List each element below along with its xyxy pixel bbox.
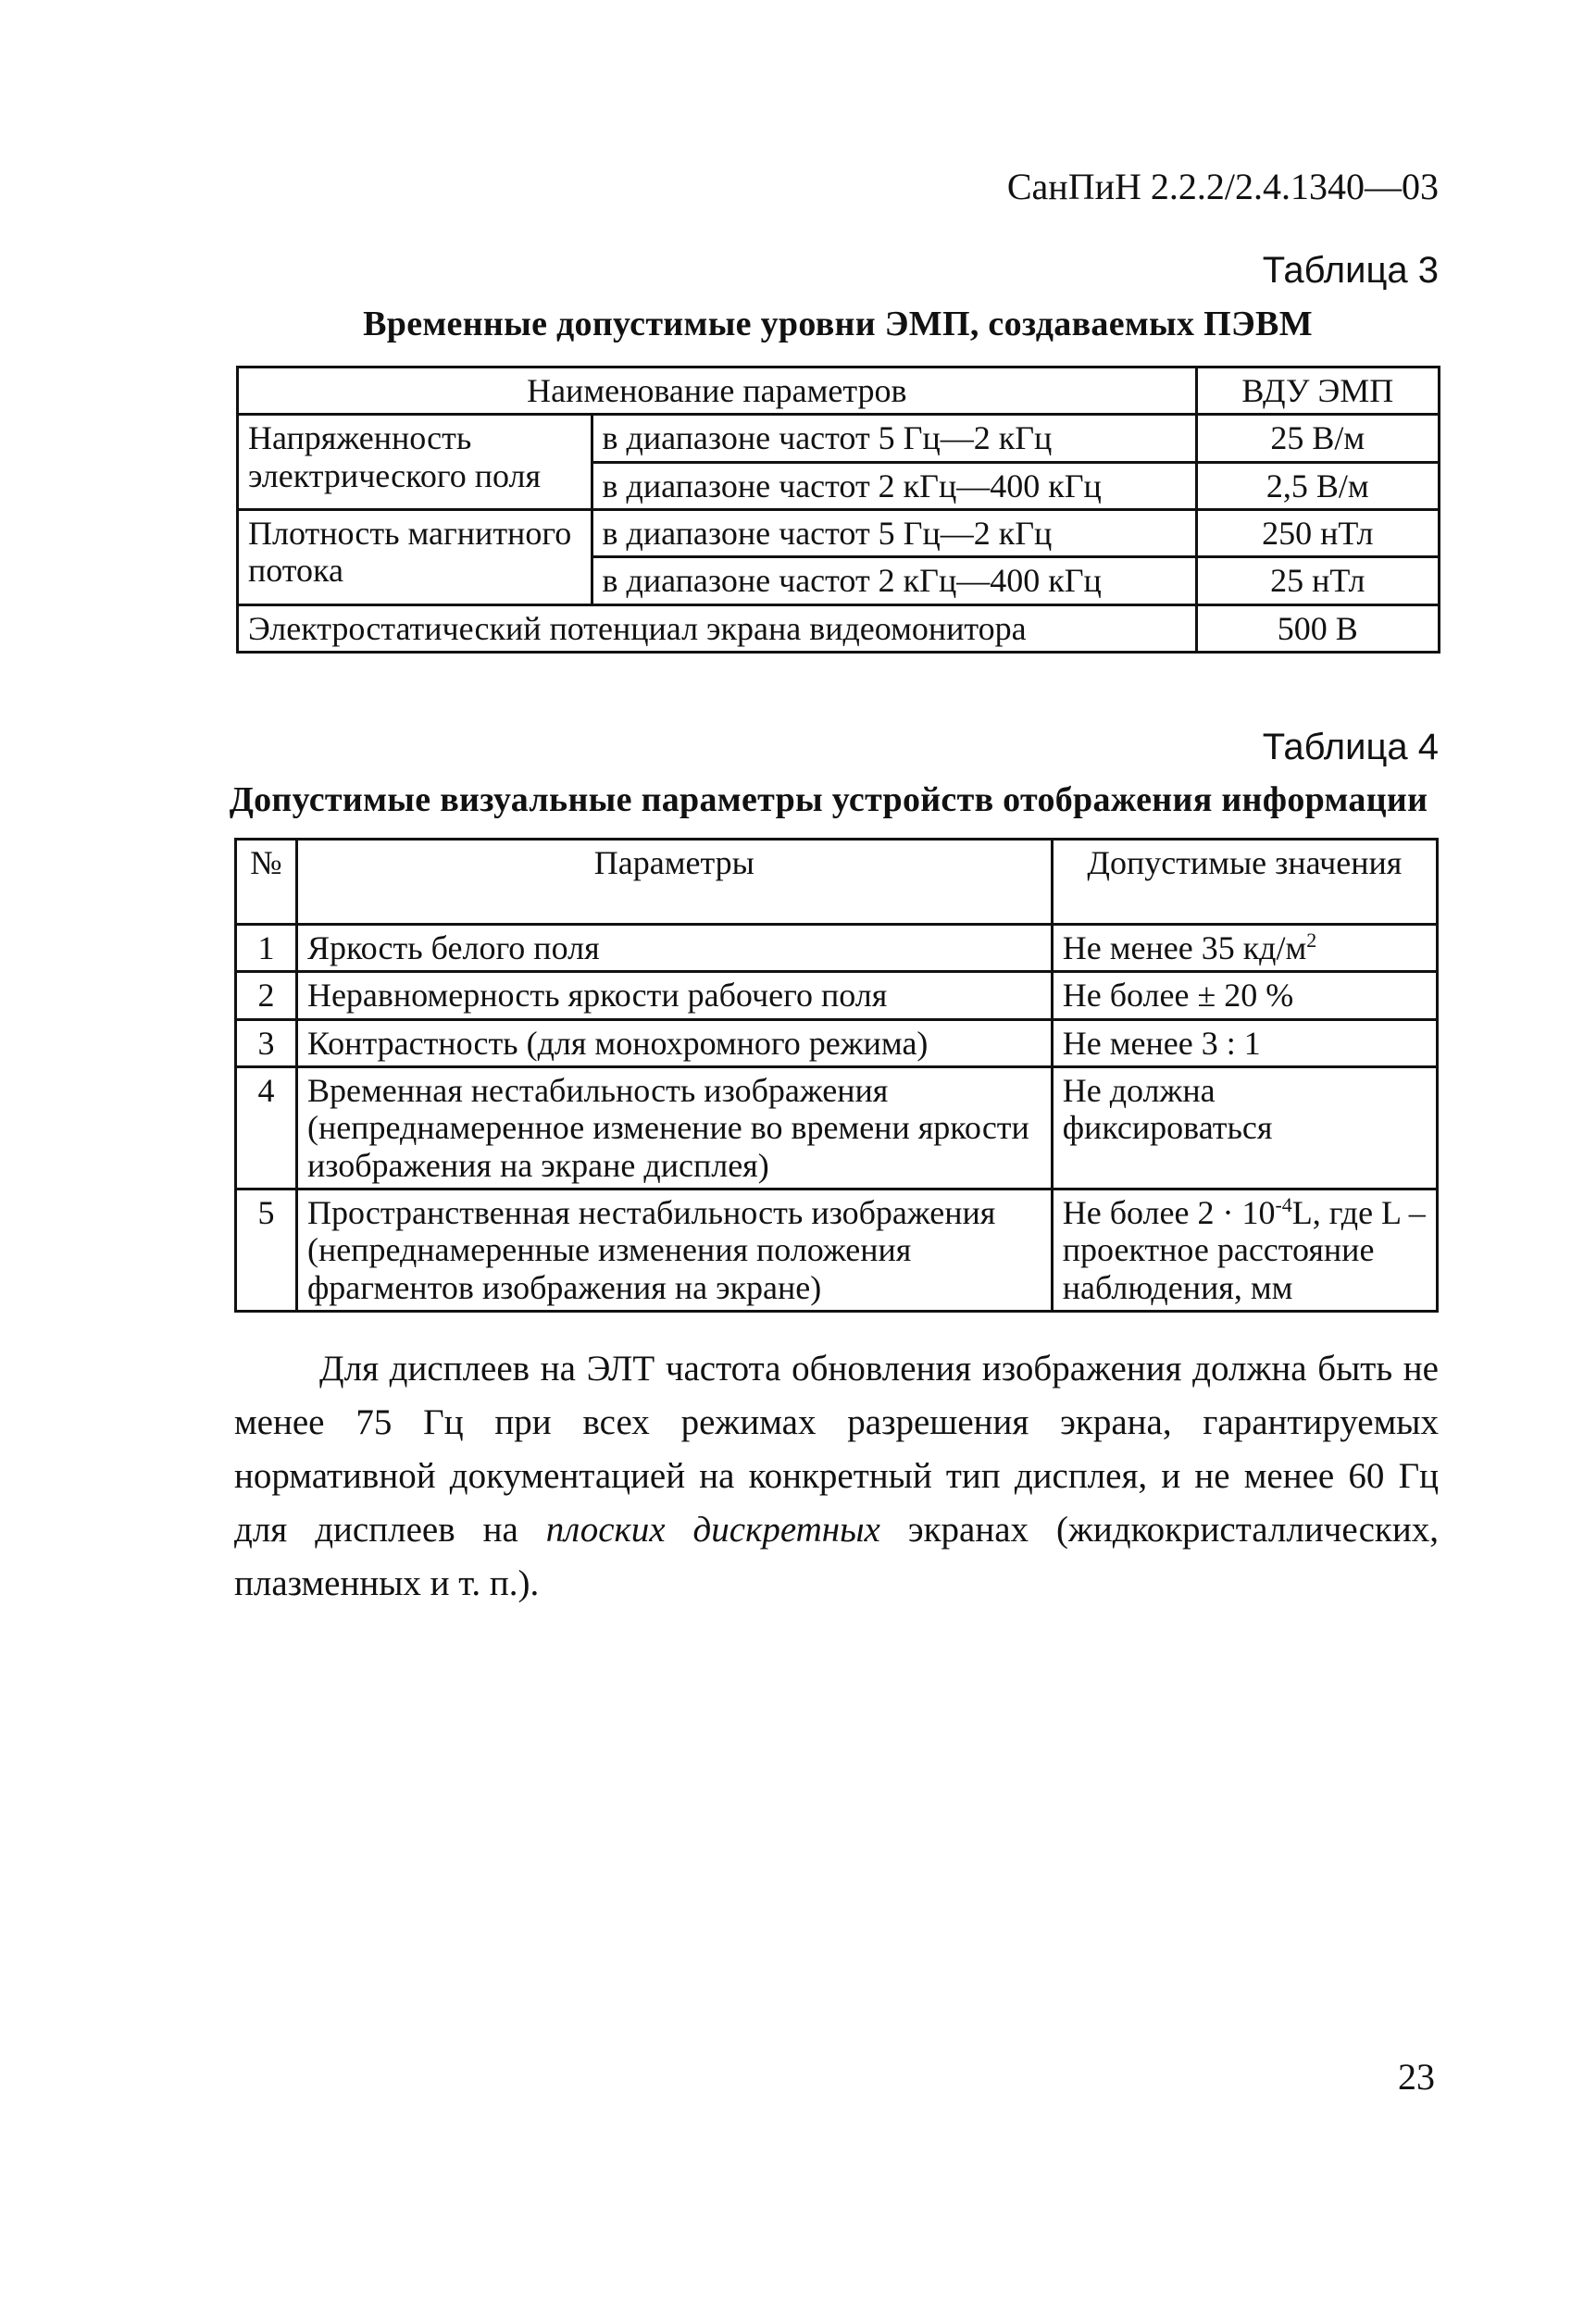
row-number: 1: [236, 925, 297, 972]
row-param: Пространственная нестабильность изображения (непреднамеренные изменения положения фрагментов изображения на экране): [296, 1189, 1052, 1311]
emphasis-text: плоских дискретных: [545, 1510, 880, 1550]
row-param: Неравномерность яркости рабочего поля: [296, 972, 1052, 1019]
table-row: [236, 1066, 1438, 1189]
row-param: Временная нестабильность изображения (непреднамеренное изменение во времени яркости изображения на экране дисплея): [296, 1066, 1052, 1189]
table3-head-value: ВДУ ЭМП: [1196, 367, 1439, 415]
table-row: [236, 1019, 1438, 1066]
table3-value: 2,5 В/м: [1196, 462, 1439, 509]
table4: [234, 838, 1439, 1313]
superscript: 2: [1306, 928, 1317, 952]
table3-value: 25 В/м: [1196, 415, 1439, 462]
row-number: 2: [236, 972, 297, 1019]
table3-group: Напряженность электрического поля: [238, 415, 592, 510]
row-param: Яркость белого поля: [296, 925, 1052, 972]
table3-value: 25 нТл: [1196, 557, 1439, 604]
table-row: [236, 925, 1438, 972]
table3-last-value: 500 В: [1196, 604, 1439, 652]
table3-header-row: [238, 367, 1440, 415]
table3: [236, 366, 1440, 654]
page-number: 23: [1398, 2056, 1435, 2098]
table4-label: Таблица 4: [1262, 727, 1439, 767]
table4-title: Допустимые визуальные параметры устройств отображения информации: [229, 780, 1428, 819]
table3-head-param: Наименование параметров: [238, 367, 1197, 415]
row-value: Не менее 3 : 1: [1052, 1019, 1437, 1066]
table4-head-value: Допустимые значения: [1052, 840, 1437, 925]
table4-head-param: Параметры: [296, 840, 1052, 925]
row-value: Не должна фиксироваться: [1052, 1066, 1437, 1189]
table3-range: в диапазоне частот 5 Гц—2 кГц: [592, 415, 1196, 462]
table3-range: в диапазоне частот 2 кГц—400 кГц: [592, 557, 1196, 604]
row-number: 3: [236, 1019, 297, 1066]
table3-title: Временные допустимые уровни ЭМП, создаваемых ПЭВМ: [363, 305, 1313, 343]
row-value: Не более ± 20 %: [1052, 972, 1437, 1019]
table4-head-num: №: [236, 840, 297, 925]
table3-last-param: Электростатический потенциал экрана видеомонитора: [238, 604, 1197, 652]
table-row: [238, 604, 1440, 652]
row-param: Контрастность (для монохромного режима): [296, 1019, 1052, 1066]
superscript: -4: [1275, 1192, 1292, 1216]
table3-group: Плотность магнитного потока: [238, 509, 592, 604]
row-value: Не менее 35 $кд/м^2$: [1052, 925, 1437, 972]
table-row: [236, 1189, 1438, 1311]
table4-header-row: [236, 840, 1438, 925]
table-row: [236, 972, 1438, 1019]
body-paragraph: Для дисплеев на ЭЛТ частота обновления изображения должна быть не менее 75 Гц при всех режимах разрешения экрана, гарантируемых нормативной документацией на конкретный тип дисплея, и не менее 60 Гц для дисплеев на плоских дискретных экранах (жидкокристаллических, плазменных и т. п.).: [234, 1349, 1439, 1603]
row-number: 5: [236, 1189, 297, 1311]
row-number: 4: [236, 1066, 297, 1189]
document-code: СанПиН 2.2.2/2.4.1340—03: [1006, 166, 1439, 207]
table3-value: 250 нТл: [1196, 509, 1439, 556]
table3-label: Таблица 3: [1262, 250, 1439, 291]
table3-range: в диапазоне частот 2 кГц—400 кГц: [592, 462, 1196, 509]
table3-range: в диапазоне частот 5 Гц—2 кГц: [592, 509, 1196, 556]
row-value: Не более $2 \cdot 10^{-4}L$, где L – проектное расстояние наблюдения, мм: [1052, 1189, 1437, 1311]
table-row: [238, 509, 1440, 556]
table-row: [238, 415, 1440, 462]
